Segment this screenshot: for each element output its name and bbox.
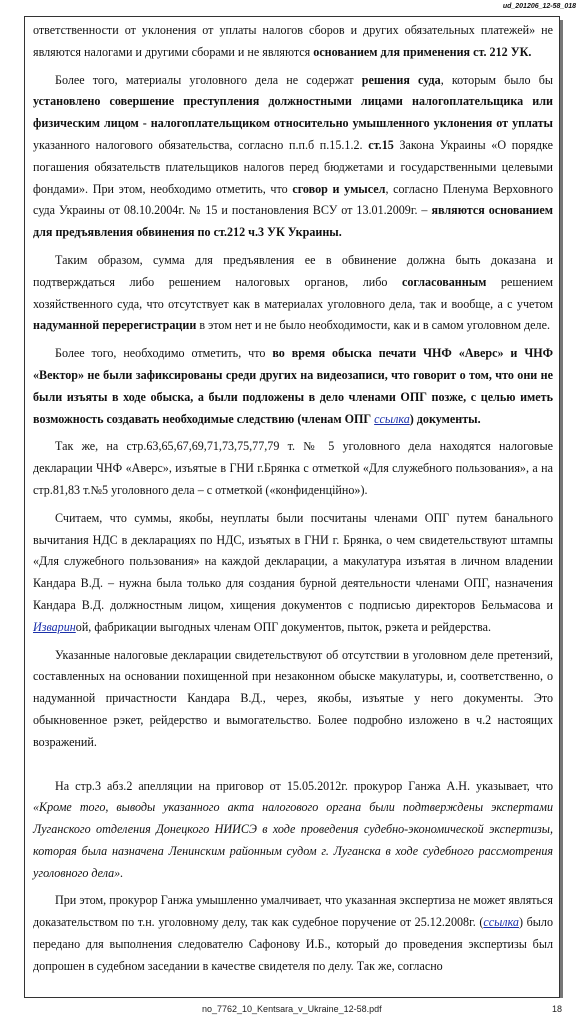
link[interactable]: ссылка (483, 915, 519, 930)
text-segment: установлено совершение преступления должностными лицами налогоплательщика или физическим лицом - налогоплательщиком относительно умышленного уклонения от уплаты (33, 94, 553, 131)
text-segment: Более того, необходимо отметить, что (55, 346, 273, 361)
text-segment: сговор и умысел (292, 181, 386, 196)
text-segment: являются основанием для предъявления обвинения по ст.212 ч.3 УК Украины. (33, 203, 553, 240)
paragraph (33, 436, 553, 501)
text-segment: При этом, прокурор Ганжа умышленно умалчивает, что указанная экспертиза не может являться доказательством по т.н. уголовному делу, так как судебное поручение от 25.12.2008г. ( (33, 893, 553, 930)
text-segment: , согласно Пленума Верховного суда Украины от 08.10.2004г. № 15 и постановления ВСУ от 13.01.2009г. – (33, 181, 553, 218)
text-segment: решением хозяйственного суда, что отсутствует как в материалах уголовного дела, так и вообще, а с учетом (33, 274, 553, 311)
paragraph (33, 645, 553, 754)
paragraph (33, 890, 553, 977)
text-segment: На стр.3 абз.2 апелляции на приговор от 15.05.2012г. прокурор Ганжа А.Н. указывает, что (55, 778, 553, 793)
document-body (33, 20, 553, 984)
text-segment: ой, фабрикации выгодных членам ОПГ документов, пыток, рэкета и рейдерства. (75, 619, 491, 634)
paragraph (33, 508, 553, 639)
text-segment: Таким образом, сумма для предъявления ее в обвинение должна быть доказана и подтверждаться либо решением налоговых органов, либо (33, 252, 553, 289)
link[interactable]: ссылка (374, 411, 410, 426)
text-segment: Указанные налоговые декларации свидетельствуют об отсутствии в уголовном деле претензий, составленных на основании похищенной при незаконном обыске макулатуры, и, соответственно, о надуманной причастности Кандара В.Д., через, якобы, изъятые у него документы. Это обыкновенное рэкет, рейдерство и вымогательство. Более подробно изложено в ч.2 настоящих возражений. (33, 647, 553, 749)
text-segment: Более того, материалы уголовного дела не содержат (55, 72, 362, 87)
paragraph (33, 20, 553, 64)
text-segment: ) было передано для выполнения следователю Сафонову И.Б., который до проведения экспертизы был допрошен в судебном заседании в качестве свидетеля по делу. Так же, согласно (33, 915, 553, 973)
link[interactable]: Изварин (33, 619, 76, 634)
text-segment: в этом нет и не было необходимости, как и в самом уголовном деле. (196, 318, 550, 333)
text-segment: надуманной перерегистрации (33, 318, 197, 333)
text-segment: указанного налогового обязательства, согласно п.п.б п.15.1.2. (33, 137, 369, 152)
text-segment: ответственности от уклонения от уплаты налогов сборов и других обязательных платежей» не являются налогами и другими сборами и не являются (33, 23, 553, 59)
paragraph (33, 776, 553, 885)
footer-file-name: no_7762_10_Kentsara_v_Ukraine_12-58.pdf (202, 1004, 382, 1014)
text-segment: ) документы. (409, 411, 481, 426)
text-segment: основанием для применения ст. 212 УК. (313, 44, 532, 59)
text-segment: Закона Украины «О порядке погашения обязательств плательщиков налогов перед бюджетами и государственными целевыми фондами». При этом, необходимо отметить, что (33, 137, 554, 196)
document-code: ud_201206_12-58_018 (502, 3, 576, 10)
text-segment: во время обыска печати ЧНФ «Аверс» и ЧНФ «Вектор» не были зафиксированы среди других на видеозаписи, что говорит о том, что они не были изъяты в ходе обыска, а были подложены в дело членами ОПГ позже, с целью иметь возможность создавать необходимые следствию (членам ОПГ (33, 346, 553, 426)
text-segment: ст.15 (368, 137, 394, 152)
text-segment: , которым было бы (440, 72, 553, 87)
page-number: 18 (552, 1004, 563, 1014)
text-segment: Считаем, что суммы, якобы, неуплаты были посчитаны членами ОПГ путем банального вычитания НДС в декларациях по НДС, изъятых в ГНИ г. Брянка, о чем свидетельствуют штампы «Для служебного пользования» на каждой декларации, а макулатура изъятая в личном владении Кандара В.Д. – нужна была только для создания бурной деятельности членами ОПГ, назначения Кандара В.Д. должностным лицом, хищения документов с подписью директоров Бельмасова и (33, 510, 553, 612)
text-segment: решения суда (361, 72, 441, 87)
paragraph (33, 70, 553, 244)
text-segment: Так же, на стр.63,65,67,69,71,73,75,77,79 т. № 5 уголовного дела находятся налоговые декларации ЧНФ «Аверс», изъятые в ГНИ г.Брянка с отметкой «Для служебного пользования», а на стр.81,83 т.№5 уголовного дела – с отметкой («конфиденційно»). (33, 439, 553, 497)
paragraph (33, 343, 553, 430)
text-segment: «Кроме того, выводы указанного акта налогового органа были подтверждены экспертами Луганского отделения Донецкого НИИСЭ в ходе проведения судебно-экономической экспертизы, которая была назначена Ленинским районным судом г. Луганска в ходе судебного рассмотрения уголовного дела». (33, 800, 553, 880)
text-segment: согласованным (401, 274, 487, 289)
paragraph (33, 250, 553, 337)
